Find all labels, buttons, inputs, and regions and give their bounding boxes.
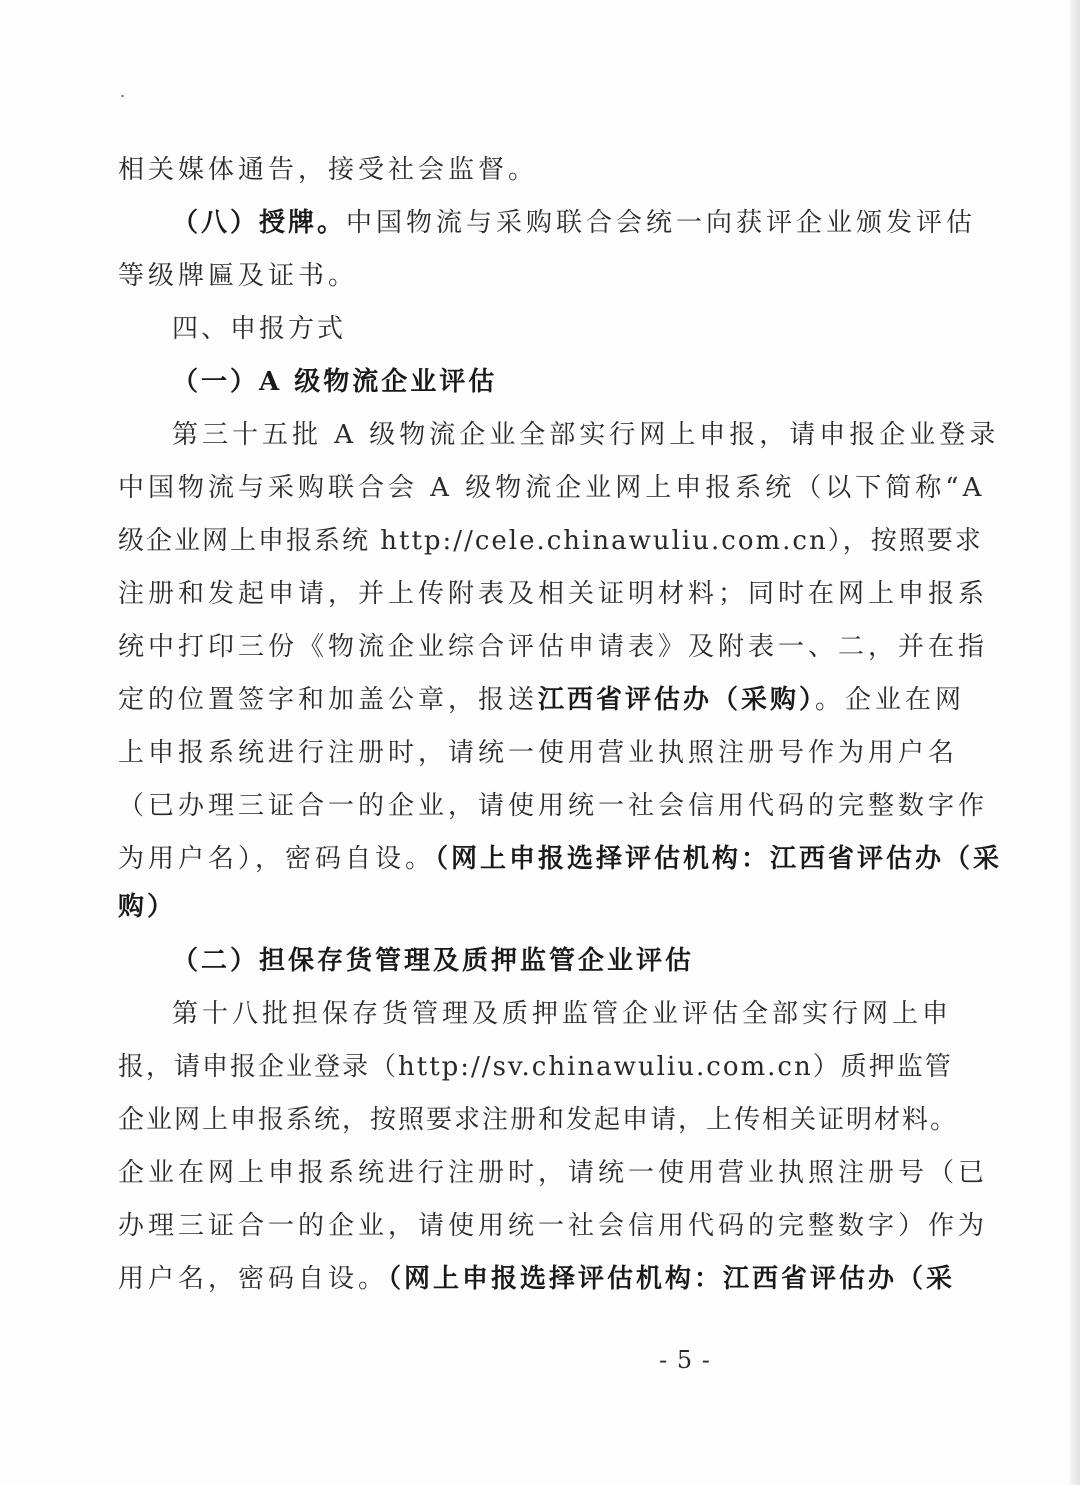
- text-span: 为用户名），密码自设。: [118, 844, 436, 874]
- text-line: 企业在网上申报系统进行注册时，请统一使用营业执照注册号（已: [118, 1158, 989, 1188]
- text-line: 报，请申报企业登录（http://sv.chinawuliu.com.cn）质押监管: [118, 1052, 953, 1082]
- text-line: [172, 208, 977, 238]
- scan-edge: [1070, 0, 1080, 1485]
- bold-span: 江西省评估办（采购）: [538, 685, 816, 715]
- text-line: 第十八批担保存货管理及质押监管企业评估全部实行网上申: [172, 999, 953, 1029]
- text-line: 企业网上申报系统，按照要求注册和发起申请，上传相关证明材料。: [118, 1105, 959, 1135]
- text-line: [118, 844, 1003, 874]
- text-line: 办理三证合一的企业，请使用统一社会信用代码的完整数字）作为: [118, 1211, 989, 1241]
- text-line: 级企业网上申报系统 http://cele.chinawuliu.com.cn），按照要求: [118, 526, 983, 556]
- text-line: 等级牌匾及证书。: [118, 261, 359, 291]
- text-line: 相关媒体通告，接受社会监督。: [118, 155, 539, 185]
- section-heading-bold: （八）授牌。: [172, 208, 347, 238]
- section-heading: 四、申报方式: [172, 314, 347, 344]
- text-span: 用户名，密码自设。: [118, 1264, 389, 1294]
- text-line: 统中打印三份《物流企业综合评估申请表》及附表一、二，并在指: [118, 632, 989, 662]
- text-line: [118, 1264, 956, 1294]
- page-number: - 5 -: [659, 1346, 711, 1374]
- text-span: 。企业在网: [815, 685, 966, 715]
- subsection-heading: （二）担保存货管理及质押监管企业评估: [172, 946, 695, 976]
- text-line: [118, 685, 966, 715]
- text-line: 注册和发起申请，并上传附表及相关证明材料；同时在网上申报系: [118, 579, 989, 609]
- text-span: 中国物流与采购联合会统一向获评企业颁发评估: [346, 208, 977, 238]
- bold-span: （网上申报选择评估机构：江西省评估办（采: [435, 844, 1003, 874]
- text-span: 定的位置签字和加盖公章，报送: [118, 685, 539, 715]
- text-line: 购）: [118, 892, 177, 922]
- scan-speck: [121, 95, 124, 97]
- text-line: 中国物流与采购联合会 A 级物流企业网上申报系统（以下简称“A: [118, 473, 986, 503]
- subsection-heading: （一）A 级物流企业评估: [172, 367, 498, 397]
- bold-span: （网上申报选择评估机构：江西省评估办（采: [388, 1264, 956, 1294]
- text-line: （已办理三证合一的企业，请使用统一社会信用代码的完整数字作: [118, 791, 989, 821]
- text-line: 上申报系统进行注册时，请统一使用营业执照注册号作为用户名: [118, 738, 959, 768]
- text-line: 第三十五批 A 级物流企业全部实行网上申报，请申报企业登录: [172, 420, 1000, 450]
